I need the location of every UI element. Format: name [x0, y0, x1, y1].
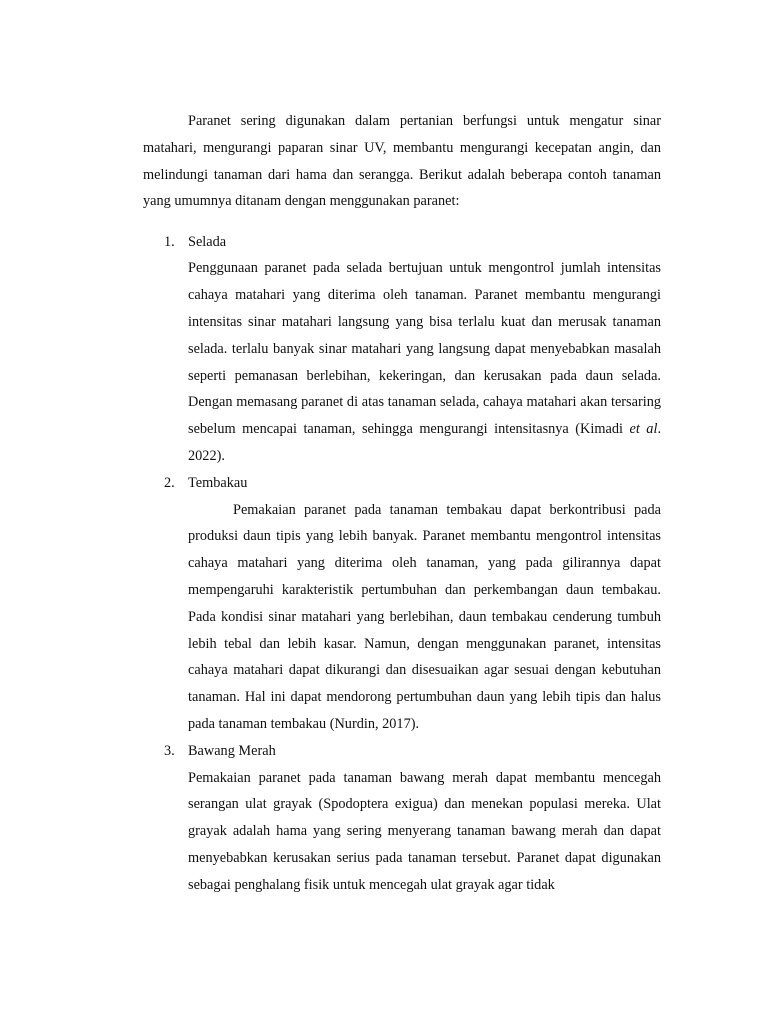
list-number: 3.: [164, 742, 175, 759]
list-item-title: Bawang Merah: [188, 742, 276, 759]
paragraph-text: Penggunaan paranet pada selada bertujuan untuk mengontrol jumlah intensitas cahaya matahari yang diterima oleh tanaman. Paranet membantu mengurangi intensitas sinar matahari langsung yang bisa terlalu kuat dan merusak tanaman selada. terlalu banyak sinar matahari yang langsung dapat menyebabkan masalah seperti pemanasan berlebihan, kekeringan, dan kerusakan pada daun selada. Dengan memasang paranet di atas tanaman selada, cahaya matahari akan tersaring sebelum mencapai tanaman, sehingga mengurangi intensitasnya (Kimadi: [188, 260, 661, 438]
intro-paragraph: Paranet sering digunakan dalam pertanian berfungsi untuk mengatur sinar matahari, mengurangi paparan sinar UV, membantu mengurangi kecepatan angin, dan melindungi tanaman dari hama dan serangga. Berikut adalah beberapa contoh tanaman yang umumnya ditanam dengan menggunakan paranet:: [143, 113, 661, 210]
list-item-selada: [143, 229, 661, 470]
list-number: 2.: [164, 474, 175, 491]
list-item-paragraph: Pemakaian paranet pada tanaman bawang merah dapat membantu mencegah serangan ulat grayak (Spodoptera exigua) dan menekan populasi mereka. Ulat grayak adalah hama yang sering menyerang tanaman bawang merah dan dapat menyebabkan kerusakan serius pada tanaman tersebut. Paranet dapat digunakan sebagai penghalang fisik untuk mencegah ulat grayak agar tidak: [188, 769, 661, 893]
list-item-paragraph: Pemakaian paranet pada tanaman tembakau dapat berkontribusi pada produksi daun tipis yang lebih banyak. Paranet membantu mengontrol intensitas cahaya matahari yang diterima oleh tanaman, yang pada gilirannya dapat mempengaruhi karakteristik pertumbuhan dan perkembangan daun tembakau. Pada kondisi sinar matahari yang berlebihan, daun tembakau cenderung tumbuh lebih tebal dan lebih kasar. Namun, dengan menggunakan paranet, intensitas cahaya matahari dapat dikurangi dan disesuaikan agar sesuai dengan kebutuhan tanaman. Hal ini dapat mendorong pertumbuhan daun yang lebih tipis dan halus pada tanaman tembakau (Nurdin, 2017).: [188, 501, 661, 733]
list-item-bawang-merah: [143, 738, 661, 899]
list-item-paragraph: [188, 255, 661, 469]
list-item-title: Selada: [188, 233, 227, 250]
list-item-title: Tembakau: [188, 474, 248, 491]
list-number: 1.: [164, 233, 175, 250]
citation-italic: et al: [629, 421, 658, 438]
paragraph-text-end: . 2022).: [188, 421, 662, 465]
document-body: [143, 108, 661, 899]
list-item-tembakau: [143, 470, 661, 738]
